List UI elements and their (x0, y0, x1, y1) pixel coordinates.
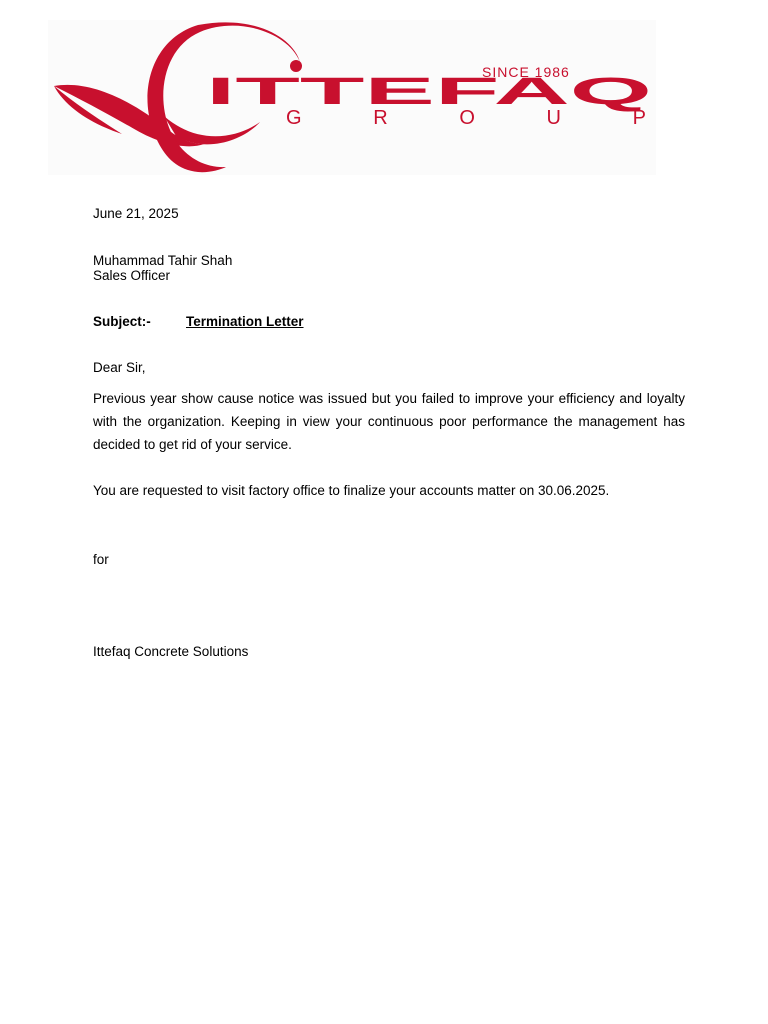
subject-value: Termination Letter (186, 314, 304, 329)
letter-date: June 21, 2025 (93, 206, 179, 221)
recipient-name: Muhammad Tahir Shah (93, 253, 233, 268)
salutation: Dear Sir, (93, 360, 146, 375)
logo-since: SINCE 1986 (482, 64, 570, 80)
logo-brand: ITTEFAQ (206, 71, 652, 113)
subject-label: Subject:- (93, 314, 151, 329)
logo-group: GROUP (286, 107, 646, 129)
body-paragraph-2: You are requested to visit factory office to finalize your accounts matter on 30.06.2025. (93, 483, 610, 498)
body-paragraph-1: Previous year show cause notice was issued but you failed to improve your efficiency and loyalty with the organization. Keeping in view your continuous poor performance the management has decided to get rid of your service. (93, 391, 685, 452)
recipient-title: Sales Officer (93, 268, 171, 283)
company-logo (48, 20, 656, 175)
signatory: Ittefaq Concrete Solutions (93, 644, 249, 659)
closing-for: for (93, 552, 109, 567)
